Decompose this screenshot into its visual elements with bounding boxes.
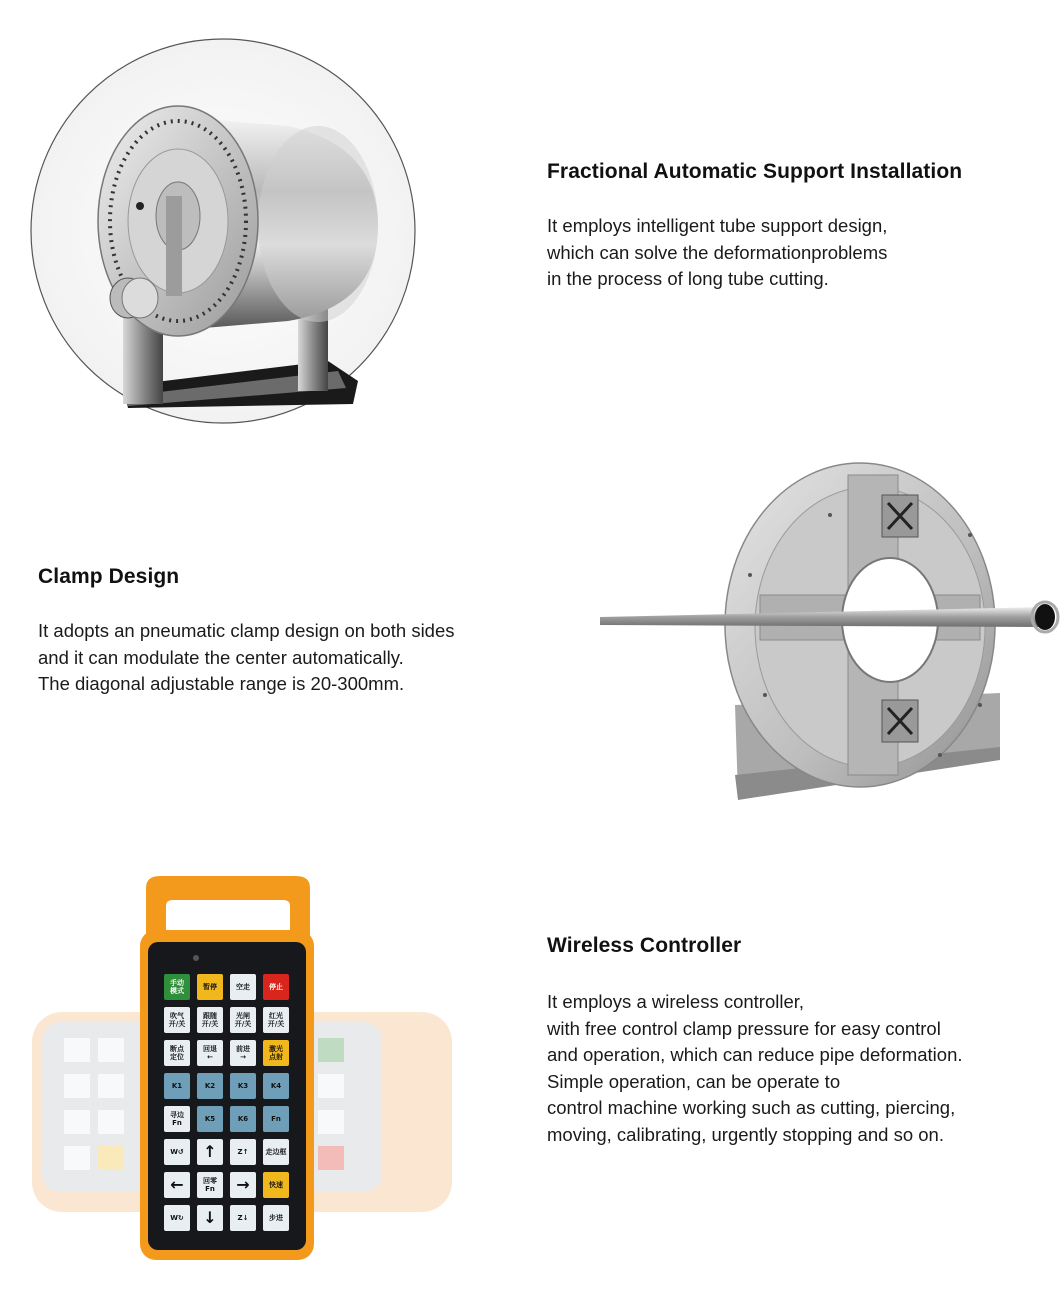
controller-key: 寻边 Fn	[164, 1106, 190, 1132]
controller-key: 激光 点射	[263, 1040, 289, 1066]
body-line: It employs a wireless controller,	[547, 991, 805, 1012]
controller-keypad	[164, 974, 294, 1234]
controller-key: K4	[263, 1073, 289, 1099]
controller-key: 步进	[263, 1205, 289, 1231]
controller-key: K2	[197, 1073, 223, 1099]
pneumatic-chuck-illustration	[590, 455, 1060, 805]
body-line: with free control clamp pressure for easy control	[547, 1017, 941, 1039]
body-line: moving, calibrating, urgently stopping and so on.	[547, 1123, 944, 1145]
controller-key: 前进 →	[230, 1040, 256, 1066]
controller-key: 红光 开/关	[263, 1007, 289, 1033]
controller-key: →	[230, 1172, 256, 1198]
controller-key: 断点 定位	[164, 1040, 190, 1066]
controller-key: K3	[230, 1073, 256, 1099]
body-line: It adopts an pneumatic clamp design on both sides	[38, 620, 455, 641]
controller-key: 光闸 开/关	[230, 1007, 256, 1033]
body-line: in the process of long tube cutting.	[547, 268, 829, 289]
controller-key: 回退 ←	[197, 1040, 223, 1066]
body-line: and it can modulate the center automatically.	[38, 646, 404, 668]
controller-key: 走边框	[263, 1139, 289, 1165]
controller-key: 快速	[263, 1172, 289, 1198]
section-title-clamp: Clamp Design	[38, 565, 180, 588]
controller-key: Z↓	[230, 1205, 256, 1231]
controller-key: ↓	[197, 1205, 223, 1231]
section-body-clamp	[38, 618, 455, 698]
section-body-support	[547, 213, 887, 293]
controller-key: W↺	[164, 1139, 190, 1165]
support-roller-image	[28, 36, 448, 426]
body-line: control machine working such as cutting, piercing,	[547, 1097, 956, 1118]
controller-image	[28, 870, 468, 1265]
section-title-support: Fractional Automatic Support Installation	[547, 160, 963, 183]
controller-key: Z↑	[230, 1139, 256, 1165]
controller-key: K5	[197, 1106, 223, 1132]
controller-key: 回零 Fn	[197, 1172, 223, 1198]
chuck-image	[590, 455, 1060, 805]
controller-key: K6	[230, 1106, 256, 1132]
controller-key: 跟随 开/关	[197, 1007, 223, 1033]
controller-key: W↻	[164, 1205, 190, 1231]
support-roller-illustration	[28, 36, 448, 426]
controller-key: 空走	[230, 974, 256, 1000]
controller-key: ↑	[197, 1139, 223, 1165]
body-line: The diagonal adjustable range is 20-300mm.	[38, 673, 405, 694]
body-line: which can solve the deformationproblems	[547, 241, 888, 263]
controller-key: Fn	[263, 1106, 289, 1132]
section-body-controller	[547, 989, 963, 1148]
controller-key: K1	[164, 1073, 190, 1099]
controller-key: 吹气 开/关	[164, 1007, 190, 1033]
section-title-controller: Wireless Controller	[547, 934, 742, 957]
body-line: and operation, which can reduce pipe deformation.	[547, 1044, 963, 1065]
controller-key: ←	[164, 1172, 190, 1198]
body-line: It employs intelligent tube support design,	[547, 215, 888, 236]
controller-key: 暂停	[197, 974, 223, 1000]
body-line: Simple operation, can be operate to	[547, 1070, 841, 1092]
controller-key: 手动 模式	[164, 974, 190, 1000]
controller-key: 停止	[263, 974, 289, 1000]
